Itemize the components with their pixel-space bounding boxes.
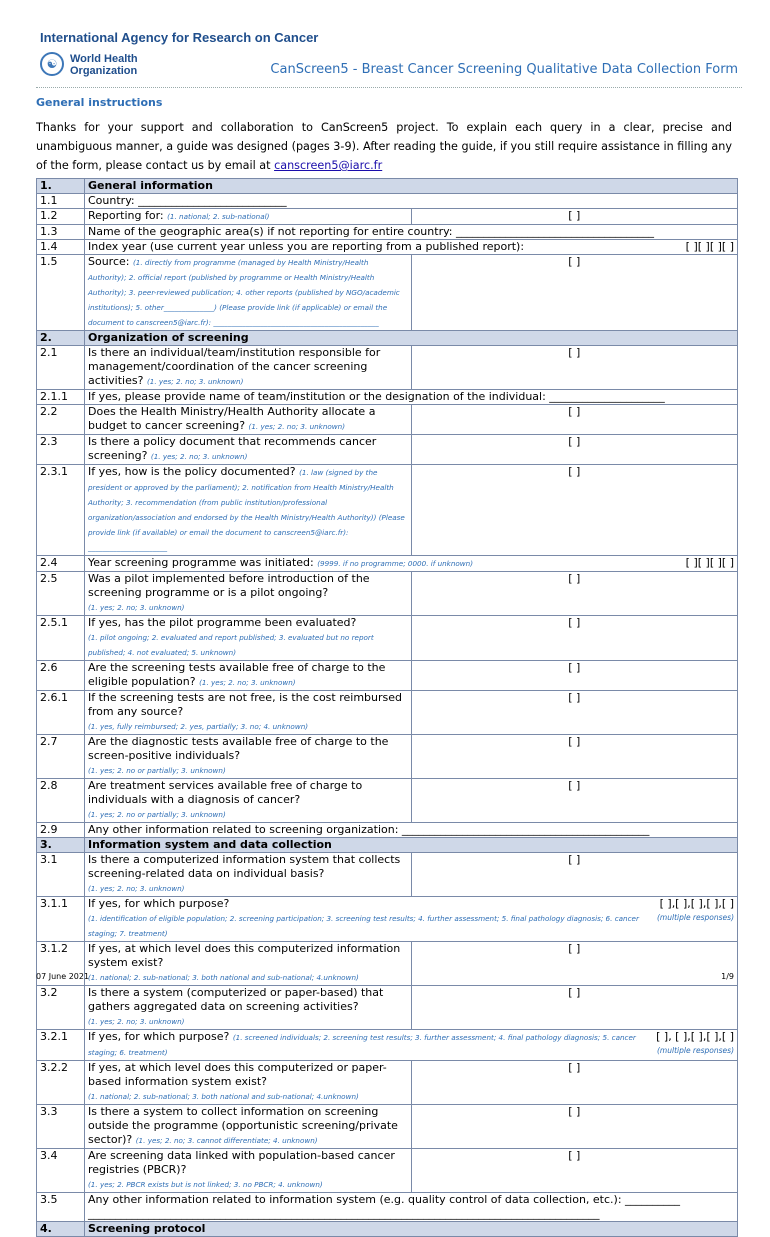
general-instructions-text: Thanks for your support and collaboration to CanScreen5 project. To explain each query in a clear, precise and unambiguous manner, a guide was designed (pages 3-9). After reading the guide, if you still require assistance in filling any of the form, please contact us by email at canscreen5@iarc.fr <box>36 121 732 172</box>
answer-box[interactable]: [ ] <box>411 779 738 823</box>
question-number: 3.2 <box>37 986 85 1030</box>
question-number: 2.5.1 <box>37 616 85 661</box>
answer-box[interactable]: [ ] <box>411 853 738 897</box>
section-row <box>37 179 738 194</box>
answer-box[interactable]: [ ] <box>411 942 738 986</box>
questionnaire-table <box>36 178 738 1237</box>
contact-email-link[interactable]: canscreen5@iarc.fr <box>274 159 383 172</box>
section-title <box>85 838 738 853</box>
iarc-logo-text: International Agency for Research on Cancer <box>40 30 319 45</box>
question-number: 3.2.2 <box>37 1061 85 1105</box>
page-header <box>36 28 742 88</box>
section-row <box>37 331 738 346</box>
question-number: 1.3 <box>37 225 85 240</box>
question-row <box>37 194 738 209</box>
answer-options-hint: (9999. if no programme; 0000. if unknown) <box>317 559 474 568</box>
answer-options-hint: (1. yes; 2. no; 3. unknown) <box>88 1017 185 1026</box>
question-label: Is there a policy document that recommends cancer screening? <box>88 435 377 462</box>
question-row <box>37 240 738 255</box>
question-text <box>85 556 738 572</box>
question-label: Is there an individual/team/institution responsible for management/coordination of the cancer screening activities? <box>88 346 381 387</box>
year-answer-boxes[interactable]: [ ][ ][ ][ ] <box>685 556 734 569</box>
question-label: Any other information related to information system (e.g. quality control of data collection, etc.): __________ _____________________________________________________________________________________________ <box>88 1193 681 1220</box>
question-text <box>85 346 412 390</box>
question-label: If yes, at which level does this computerized or paper-based information system exist? <box>88 1061 387 1088</box>
question-text <box>85 735 412 779</box>
question-row <box>37 1030 738 1061</box>
answer-box[interactable]: [ ] <box>411 661 738 691</box>
question-number: 1.2 <box>37 209 85 225</box>
question-row <box>37 616 738 661</box>
question-number: 2.1.1 <box>37 390 85 405</box>
answer-options-hint: (1. screened individuals; 2. screening test results; 3. further assessment; 4. final pathology diagnosis; 5. cancer staging; 6. treatment) <box>88 1033 636 1057</box>
answer-box[interactable]: [ ] <box>411 572 738 616</box>
question-row <box>37 255 738 331</box>
question-text <box>85 1105 412 1149</box>
question-row <box>37 346 738 390</box>
answer-options-hint: (1. national; 2. sub-national; 3. both national and sub-national; 4.unknown) <box>88 1092 359 1101</box>
question-number: 3.4 <box>37 1149 85 1193</box>
question-label: If yes, please provide name of team/institution or the designation of the individual: _____________________ <box>88 390 665 403</box>
question-row <box>37 1061 738 1105</box>
question-row <box>37 823 738 838</box>
question-row <box>37 691 738 735</box>
question-number: 3.5 <box>37 1193 85 1222</box>
question-text <box>85 572 412 616</box>
who-logo-text: World Health Organization <box>70 53 138 77</box>
question-label: If yes, has the pilot programme been evaluated? <box>88 616 357 629</box>
question-row <box>37 942 738 986</box>
question-label: Are screening data linked with population-based cancer registries (PBCR)? <box>88 1149 395 1176</box>
question-number: 2.9 <box>37 823 85 838</box>
answer-boxes[interactable]: [ ],[ ],[ ],[ ],[ ] <box>659 897 734 910</box>
question-label: Are the screening tests available free of charge to the eligible population? <box>88 661 386 688</box>
question-row <box>37 853 738 897</box>
answer-boxes[interactable]: [ ], [ ],[ ],[ ],[ ] <box>656 1030 734 1043</box>
question-number: 2.3.1 <box>37 465 85 556</box>
question-number: 2.8 <box>37 779 85 823</box>
question-row <box>37 209 738 225</box>
question-label: Does the Health Ministry/Health Authority allocate a budget to cancer screening? <box>88 405 376 432</box>
question-text <box>85 1149 412 1193</box>
question-text <box>85 255 412 331</box>
question-row <box>37 435 738 465</box>
question-text <box>85 691 412 735</box>
answer-box[interactable]: [ ] <box>411 1105 738 1149</box>
form-title: CanScreen5 - Breast Cancer Screening Qualitative Data Collection Form <box>270 62 738 77</box>
section-row <box>37 838 738 853</box>
question-row <box>37 572 738 616</box>
answer-options-hint: (1. pilot ongoing; 2. evaluated and report published; 3. evaluated but no report published; 4. not evaluated; 5. unknown) <box>88 633 374 657</box>
year-answer-boxes[interactable]: [ ][ ][ ][ ] <box>685 240 734 253</box>
multiple-responses-label: (multiple responses) <box>657 1046 734 1055</box>
question-text <box>85 853 412 897</box>
answer-options-hint: (1. yes; 2. PBCR exists but is not linked; 3. no PBCR; 4. unknown) <box>88 1180 323 1189</box>
question-label: Index year (use current year unless you are reporting from a published report): <box>88 240 525 253</box>
question-row <box>37 1149 738 1193</box>
answer-box[interactable]: [ ] <box>411 255 738 331</box>
question-label: Any other information related to screening organization: _____________________________________________ <box>88 823 650 836</box>
who-emblem-icon: ☯ <box>40 52 64 76</box>
answer-options-hint: (1. yes; 2. no or partially; 3. unknown) <box>88 810 226 819</box>
question-number: 3.1.2 <box>37 942 85 986</box>
question-row <box>37 1105 738 1149</box>
section-title <box>85 331 738 346</box>
section-title <box>85 179 738 194</box>
multiple-responses-label: (multiple responses) <box>657 913 734 922</box>
question-row <box>37 661 738 691</box>
question-number: 2.5 <box>37 572 85 616</box>
question-number: 1. <box>37 179 85 194</box>
question-number: 2.7 <box>37 735 85 779</box>
question-label: Organization of screening <box>88 331 249 344</box>
question-number: 3.1.1 <box>37 897 85 942</box>
question-number: 2.6.1 <box>37 691 85 735</box>
section-title <box>85 1222 738 1237</box>
question-number: 2.3 <box>37 435 85 465</box>
question-number: 1.5 <box>37 255 85 331</box>
question-number: 2.2 <box>37 405 85 435</box>
answer-options-hint: (1. yes, fully reimbursed; 2. yes, partially; 3. no; 4. unknown) <box>88 722 309 731</box>
question-text <box>85 465 412 556</box>
question-text <box>85 942 412 986</box>
question-text <box>85 390 738 405</box>
answer-options-hint: (1. yes; 2. no; 3. unknown) <box>199 678 296 687</box>
multiple-answer-boxes[interactable] <box>656 1030 734 1058</box>
question-text <box>85 986 412 1030</box>
question-label: Screening protocol <box>88 1222 206 1235</box>
answer-options-hint: (1. directly from programme (managed by Health Ministry/Health Authority); 2. official report (published by programme or Health Ministry/Health Authority); 3. peer-reviewed publication; 4. other reports (published by NGO/academic institutions); 5. other______________) (Please provide link (if applicable) or email the document to canscreen5@iarc.fr): ______________________________________________ <box>88 258 400 327</box>
answer-box[interactable]: [ ] <box>411 465 738 556</box>
answer-box[interactable]: [ ] <box>411 209 738 225</box>
question-row <box>37 779 738 823</box>
answer-options-hint: (1. law (signed by the president or approved by the parliament); 2. notification from Health Ministry/Health Authority; 3. recommendation (from public institution/professional organization/association and endorsed by the Health Ministry/Health Authority)) (Please provide link (if available) or email the document to canscreen5@iarc.fr): ______________________ <box>88 468 405 552</box>
question-number: 2. <box>37 331 85 346</box>
general-instructions-title: General instructions <box>36 96 163 109</box>
question-row <box>37 897 738 942</box>
question-row <box>37 1193 738 1222</box>
question-label: Is there a system to collect information on screening outside the programme (opportunistic screening/private sector)? <box>88 1105 398 1146</box>
question-text <box>85 405 412 435</box>
question-text <box>85 823 738 838</box>
answer-options-hint: (1. yes; 2. no; 3. unknown) <box>88 884 185 893</box>
answer-options-hint: (1. national; 2. sub-national; 3. both national and sub-national; 4.unknown) <box>88 973 359 982</box>
question-label: General information <box>88 179 213 192</box>
question-number: 4. <box>37 1222 85 1237</box>
answer-box[interactable]: [ ] <box>411 1061 738 1105</box>
question-label: Year screening programme was initiated: <box>88 556 318 569</box>
question-number: 3. <box>37 838 85 853</box>
question-label: Information system and data collection <box>88 838 332 851</box>
question-number: 3.1 <box>37 853 85 897</box>
answer-box[interactable]: [ ] <box>411 435 738 465</box>
answer-box[interactable]: [ ] <box>411 691 738 735</box>
answer-options-hint: (1. yes; 2. no; 3. unknown) <box>88 603 185 612</box>
question-label: Country: ___________________________ <box>88 194 287 207</box>
question-number: 3.3 <box>37 1105 85 1149</box>
question-number: 2.6 <box>37 661 85 691</box>
answer-box[interactable]: [ ] <box>411 616 738 661</box>
question-number: 2.4 <box>37 556 85 572</box>
question-row <box>37 225 738 240</box>
question-text <box>85 1061 412 1105</box>
question-text <box>85 897 738 942</box>
question-label: Are treatment services available free of charge to individuals with a diagnosis of cancer? <box>88 779 363 806</box>
question-number: 1.1 <box>37 194 85 209</box>
question-text <box>85 435 412 465</box>
section-row <box>37 1222 738 1237</box>
answer-options-hint: (1. yes; 2. no; 3. unknown) <box>150 452 248 461</box>
question-label: Are the diagnostic tests available free of charge to the screen-positive individuals? <box>88 735 389 762</box>
question-row <box>37 986 738 1030</box>
answer-options-hint: (1. yes; 2. no; 3. cannot differentiate; 4. unknown) <box>135 1136 318 1145</box>
question-text <box>85 1030 738 1061</box>
multiple-answer-boxes[interactable] <box>657 897 734 925</box>
question-label: Is there a computerized information system that collects screening-related data on individual basis? <box>88 853 401 880</box>
question-row <box>37 390 738 405</box>
question-row <box>37 735 738 779</box>
question-row <box>37 556 738 572</box>
question-text <box>85 209 412 225</box>
answer-box[interactable]: [ ] <box>411 1149 738 1193</box>
answer-box[interactable]: [ ] <box>411 346 738 390</box>
answer-options-hint: (1. yes; 2. no or partially; 3. unknown) <box>88 766 226 775</box>
question-text <box>85 661 412 691</box>
question-label: If the screening tests are not free, is the cost reimbursed from any source? <box>88 691 402 718</box>
question-label: If yes, how is the policy documented? <box>88 465 300 478</box>
question-label: If yes, at which level does this computerized information system exist? <box>88 942 401 969</box>
question-text <box>85 194 738 209</box>
page-number: 1/9 <box>721 972 734 981</box>
footer-date: 07 June 2021 <box>36 972 90 981</box>
question-label: Was a pilot implemented before introduction of the screening programme or is a pilot ongoing? <box>88 572 370 599</box>
answer-options-hint: (1. yes; 2. no; 3. unknown) <box>146 377 244 386</box>
question-number: 1.4 <box>37 240 85 255</box>
answer-box[interactable]: [ ] <box>411 986 738 1030</box>
question-text <box>85 616 412 661</box>
question-label: Reporting for: <box>88 209 168 222</box>
question-label: If yes, for which purpose? <box>88 1030 233 1043</box>
question-label: Name of the geographic area(s) if not reporting for entire country: ____________________________________ <box>88 225 655 238</box>
question-number: 3.2.1 <box>37 1030 85 1061</box>
question-row <box>37 405 738 435</box>
answer-options-hint: (1. identification of eligible population; 2. screening participation; 3. screening test results; 4. further assessment; 5. final pathology diagnosis; 6. cancer staging; 7. treatment) <box>88 914 639 938</box>
question-label: Source: <box>88 255 133 268</box>
question-number: 2.1 <box>37 346 85 390</box>
answer-box[interactable]: [ ] <box>411 735 738 779</box>
question-text <box>85 240 738 255</box>
question-text <box>85 779 412 823</box>
question-label: Is there a system (computerized or paper-based) that gathers aggregated data on screening activities? <box>88 986 384 1013</box>
question-text <box>85 1193 738 1222</box>
question-row <box>37 465 738 556</box>
answer-options-hint: (1. yes; 2. no; 3. unknown) <box>248 422 346 431</box>
answer-box[interactable]: [ ] <box>411 405 738 435</box>
answer-options-hint: (1. national; 2. sub-national) <box>167 212 270 221</box>
question-text <box>85 225 738 240</box>
question-label: If yes, for which purpose? <box>88 897 230 910</box>
